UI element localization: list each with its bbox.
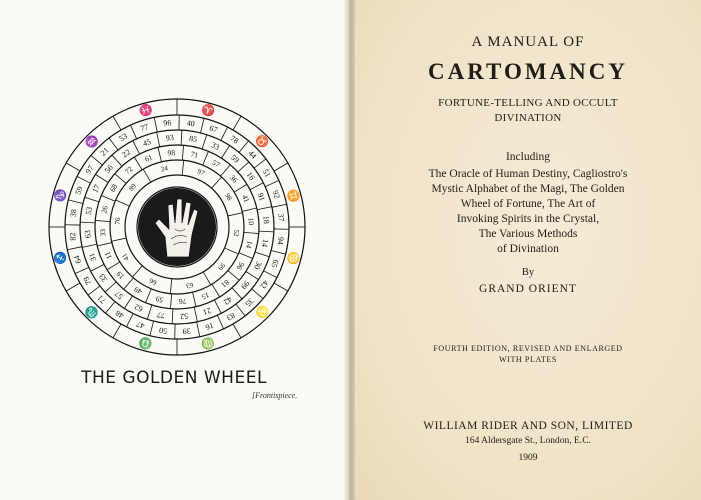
middle-ring-number: 56 xyxy=(102,163,115,176)
wheel-spoke xyxy=(133,141,140,154)
wheel-spoke xyxy=(272,204,287,207)
wheel-spoke xyxy=(202,135,207,149)
zodiac-sign: ♊ xyxy=(285,187,301,205)
wheel-spoke xyxy=(112,238,127,241)
wheel-spoke xyxy=(257,207,272,210)
including-label: Including xyxy=(505,151,551,163)
inner-ring-number: 19 xyxy=(114,269,127,282)
wheel-spoke xyxy=(85,197,99,202)
outer-ring-number: 44 xyxy=(246,148,259,161)
wheel-spoke xyxy=(112,155,122,166)
inner-ring-number: 71 xyxy=(189,149,200,160)
middle-ring-number: 16 xyxy=(244,170,257,182)
outer-ring-number: 37 xyxy=(276,212,286,222)
middle-ring-number: 99 xyxy=(239,278,252,291)
outer-ring-number: 59 xyxy=(73,185,85,196)
wheel-spoke xyxy=(236,304,245,316)
middle-ring-number: 93 xyxy=(165,132,175,143)
inner-ring-number: 15 xyxy=(200,290,211,302)
outer-ring-number: 65 xyxy=(269,258,281,269)
outer-ring-number: 42 xyxy=(258,278,271,291)
inner-ring-number: 72 xyxy=(122,164,135,177)
wheel-spoke xyxy=(274,163,288,171)
outer-ring-number: 16 xyxy=(204,320,215,332)
inner-ring-number: 98 xyxy=(167,147,176,158)
outer-ring-number: 48 xyxy=(113,308,126,321)
middle-ring-number: 31 xyxy=(87,251,99,263)
wheel-spoke xyxy=(82,244,97,247)
outer-ring-number: 38 xyxy=(68,208,79,218)
middle-ring-number: 17 xyxy=(90,183,102,195)
inner-ring-number: 33 xyxy=(97,228,108,237)
center-ring-number: 97 xyxy=(196,167,206,178)
wheel-spoke xyxy=(132,266,142,277)
wheel-spoke xyxy=(197,322,200,337)
wheel-spoke xyxy=(88,286,100,295)
wheel-spoke xyxy=(66,163,80,171)
wheel-spoke xyxy=(212,177,222,188)
middle-ring-number: 59 xyxy=(228,152,241,165)
wheel-spoke xyxy=(157,132,160,147)
outer-ring-number: 79 xyxy=(81,275,94,287)
main-title: CARTOMANCY xyxy=(428,59,628,84)
middle-ring-number: 42 xyxy=(222,294,234,307)
center-ring-number: 52 xyxy=(231,229,241,237)
outer-ring-number: 35 xyxy=(243,296,256,309)
middle-ring-number: 14 xyxy=(259,238,271,248)
wheel-spoke xyxy=(194,307,197,322)
contents-line: Wheel of Fortune, The Art of xyxy=(460,198,596,210)
wheel-caption: THE GOLDEN WHEEL xyxy=(81,368,267,388)
outer-ring-number: 97 xyxy=(83,163,96,176)
wheel-spoke xyxy=(238,162,249,172)
wheel-spoke xyxy=(228,271,239,281)
outer-ring-number: 53 xyxy=(117,131,129,144)
wheel-spoke xyxy=(244,232,259,233)
inner-ring-number: 96 xyxy=(234,260,247,272)
wheel-spoke xyxy=(274,283,288,291)
wheel-spoke xyxy=(66,283,80,291)
wheel-spoke xyxy=(203,151,209,165)
outer-ring-number: 78 xyxy=(228,133,241,146)
wheel-spoke xyxy=(115,174,126,184)
outer-ring-number: 21 xyxy=(98,145,111,158)
middle-ring-number: 33 xyxy=(209,140,221,152)
wheel-spoke xyxy=(232,288,242,299)
middle-ring-number: 57 xyxy=(113,289,126,302)
middle-ring-number: 22 xyxy=(120,147,132,160)
wheel-spoke xyxy=(225,248,239,254)
wheel-spoke xyxy=(80,222,95,223)
zodiac-sign: ♌ xyxy=(252,302,271,321)
outer-ring-number: 40 xyxy=(186,118,196,129)
zodiac-sign: ♓ xyxy=(137,103,155,119)
center-ring-number: 24 xyxy=(160,164,169,174)
wheel-spoke xyxy=(181,130,182,145)
outer-ring-number: 39 xyxy=(182,326,192,336)
wheel-spoke xyxy=(170,294,171,309)
inner-ring-number: 10 xyxy=(246,217,257,226)
golden-wheel-illustration xyxy=(46,96,308,358)
inner-ring-number: 81 xyxy=(219,277,232,290)
wheel-spoke xyxy=(214,300,221,313)
outer-ring-number: 51 xyxy=(260,167,273,179)
wheel-spoke xyxy=(143,169,151,182)
middle-ring-number: 21 xyxy=(201,305,213,317)
wheel-spoke xyxy=(95,220,110,221)
middle-ring-number: 53 xyxy=(83,206,95,216)
wheel-spoke xyxy=(250,183,263,190)
inner-ring-number: 49 xyxy=(132,284,144,297)
middle-ring-number: 62 xyxy=(133,302,145,314)
wheel-spoke xyxy=(264,271,277,278)
middle-ring-number: 30 xyxy=(252,259,264,271)
middle-ring-number: 52 xyxy=(179,311,189,322)
center-ring-number: 41 xyxy=(120,251,131,263)
zodiac-sign: ♏ xyxy=(83,302,102,321)
author-name: GRAND ORIENT xyxy=(479,283,577,295)
middle-ring-number: 77 xyxy=(156,309,166,321)
inner-ring-number: 68 xyxy=(107,182,120,194)
center-ring-number: 66 xyxy=(148,276,158,287)
by-label: By xyxy=(521,267,535,278)
subtitle-line: DIVINATION xyxy=(494,112,562,124)
outer-ring-number: 77 xyxy=(139,122,150,134)
contents-line: Mystic Alphabet of the Magi, The Golden xyxy=(431,183,625,195)
inner-ring-number: 76 xyxy=(178,296,187,307)
wheel-spoke xyxy=(150,321,154,336)
frontispiece-label: [Frontispiece. xyxy=(252,391,298,400)
wheel-spoke xyxy=(271,250,286,254)
wheel-spoke xyxy=(228,213,243,216)
wheel-spoke xyxy=(172,309,173,324)
middle-ring-number: 18 xyxy=(261,215,272,225)
wheel-spoke xyxy=(68,200,83,204)
wheel-spoke xyxy=(113,116,121,130)
contents-line: The Oracle of Human Destiny, Cagliostro's xyxy=(428,168,628,180)
publication-year: 1909 xyxy=(518,453,538,463)
middle-ring-number: 63 xyxy=(82,229,93,239)
wheel-spoke xyxy=(116,200,130,206)
center-ring-number: 63 xyxy=(185,280,194,290)
wheel-spoke xyxy=(126,314,133,327)
wheel-spoke xyxy=(134,157,142,170)
wheel-spoke xyxy=(124,296,132,309)
wheel-spoke xyxy=(77,176,90,183)
contents-line: The Various Methods xyxy=(478,228,578,240)
edition-note xyxy=(355,343,701,365)
wheel-spoke xyxy=(124,278,134,289)
inner-ring-number: 11 xyxy=(102,250,114,261)
zodiac-sign: ♈ xyxy=(199,103,217,119)
wheel-spoke xyxy=(259,231,274,232)
middle-ring-number: 33 xyxy=(97,272,110,284)
zodiac-sign: ♐ xyxy=(53,249,69,267)
wheel-spoke xyxy=(97,243,112,246)
wheel-spoke xyxy=(254,159,266,168)
outer-ring-number: 67 xyxy=(208,123,219,135)
wheel-spoke xyxy=(96,174,109,182)
center-ring-number: 89 xyxy=(127,182,138,193)
contents-line: Invoking Spirits in the Crystal, xyxy=(456,213,600,225)
wheel-spoke xyxy=(212,284,220,297)
wheel-spoke xyxy=(255,252,269,257)
subtitle-line: FORTUNE-TELLING AND OCCULT xyxy=(438,97,618,109)
zodiac-sign: ♒ xyxy=(83,133,102,152)
center-ring-number: 76 xyxy=(113,217,123,225)
outer-ring-number: 47 xyxy=(135,319,146,331)
wheel-spoke xyxy=(252,289,264,299)
wheel-spoke xyxy=(200,118,204,133)
contents-line: of Divination xyxy=(497,243,559,255)
wheel-spoke xyxy=(91,155,103,165)
inner-ring-number: 26 xyxy=(99,204,110,215)
wheel-spoke xyxy=(130,125,136,139)
wheel-spoke xyxy=(170,279,172,294)
middle-ring-number: 45 xyxy=(141,137,153,149)
wheel-spoke xyxy=(158,147,161,162)
wheel-spoke xyxy=(107,262,120,270)
publisher-address: 164 Aldersgate St., London, E.C. xyxy=(465,436,591,446)
wheel-spoke xyxy=(265,180,279,186)
outer-ring-number: 96 xyxy=(162,118,172,128)
wheel-spoke xyxy=(182,145,183,160)
wheel-spoke xyxy=(239,253,253,259)
wheel-spoke xyxy=(182,160,184,175)
wheel-spoke xyxy=(147,305,152,319)
contents-list xyxy=(355,150,701,257)
outer-ring-number: 94 xyxy=(275,236,286,246)
zodiac-sign: ♍ xyxy=(199,335,217,351)
wheel-spoke xyxy=(113,324,121,338)
outer-ring-number: 82 xyxy=(68,232,78,242)
wheel-spoke xyxy=(75,267,89,273)
wheel-spoke xyxy=(67,247,82,250)
subtitle xyxy=(355,96,701,126)
outer-ring-number: 71 xyxy=(95,293,108,306)
outer-ring-number: 50 xyxy=(158,325,168,336)
zodiac-sign: ♑ xyxy=(53,187,69,205)
edition-line: WITH PLATES xyxy=(499,355,557,364)
wheel-spoke xyxy=(101,196,115,202)
wheel-spoke xyxy=(109,138,118,150)
wheel-spoke xyxy=(105,302,115,314)
wheel-spoke xyxy=(105,282,116,292)
zodiac-sign: ♎ xyxy=(137,335,155,351)
title-line-1: A MANUAL OF xyxy=(471,34,585,50)
wheel-spoke xyxy=(146,289,152,303)
zodiac-sign: ♉ xyxy=(252,133,271,152)
wheel-spoke xyxy=(154,117,157,132)
center-ring-number: 99 xyxy=(216,261,227,272)
inner-ring-number: 59 xyxy=(154,294,165,305)
inner-ring-number: 14 xyxy=(244,239,255,250)
wheel-spoke xyxy=(91,264,104,271)
outer-ring-number: 92 xyxy=(270,189,282,200)
wheel-spoke xyxy=(239,141,249,153)
wheel-spoke xyxy=(221,165,231,176)
middle-ring-number: 91 xyxy=(255,191,267,203)
wheel-spoke xyxy=(246,272,259,280)
inner-ring-number: 57 xyxy=(210,157,222,170)
edition-line: FOURTH EDITION, REVISED AND ENLARGED xyxy=(433,344,623,353)
wheel-spoke xyxy=(193,292,196,307)
center-ring-number: 98 xyxy=(223,191,234,203)
wheel-spoke xyxy=(217,315,223,329)
inner-ring-number: 61 xyxy=(143,152,154,164)
outer-ring-number: 83 xyxy=(225,310,237,323)
publisher-name: WILLIAM RIDER AND SON, LIMITED xyxy=(423,420,633,432)
wheel-spoke xyxy=(222,146,230,159)
zodiac-sign: ♋ xyxy=(285,249,301,267)
wheel-spoke xyxy=(221,127,228,140)
middle-ring-number: 85 xyxy=(188,133,198,145)
inner-ring-number: 41 xyxy=(240,193,252,204)
outer-ring-number: 64 xyxy=(72,254,84,265)
inner-ring-number: 36 xyxy=(227,172,240,185)
wheel-spoke xyxy=(233,116,241,130)
palm-hand-icon xyxy=(138,188,216,266)
wheel-spoke xyxy=(234,184,247,192)
wheel-spoke xyxy=(233,324,241,338)
wheel-spoke xyxy=(203,272,211,285)
wheel-spoke xyxy=(242,208,257,211)
